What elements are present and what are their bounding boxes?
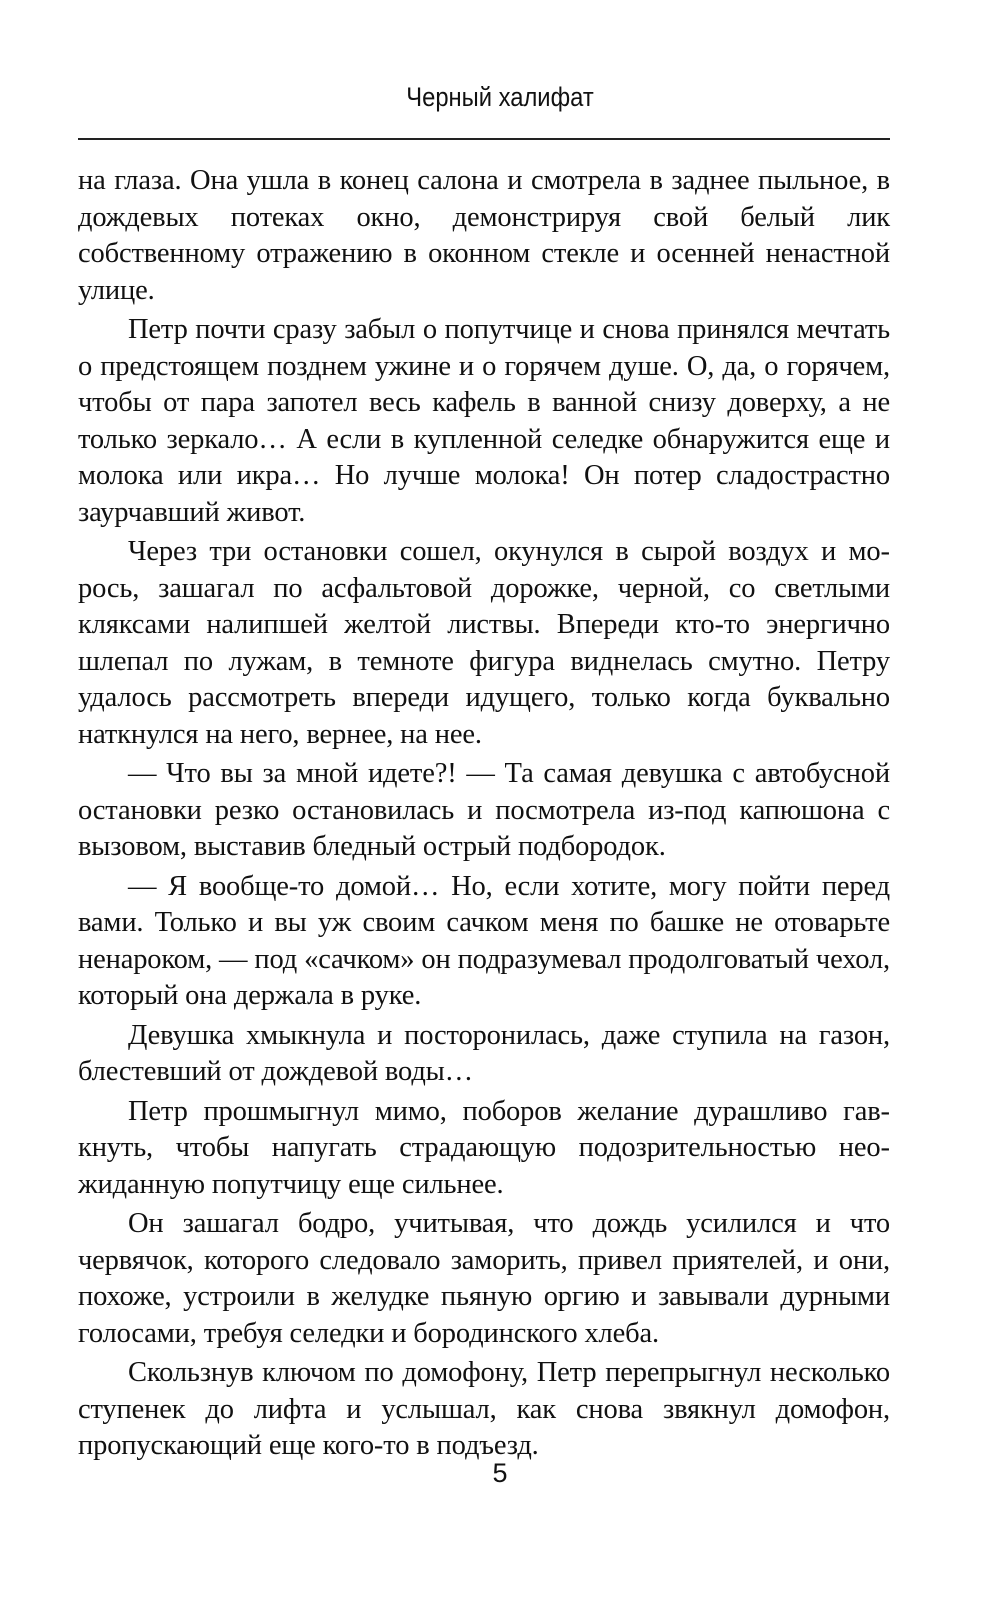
- paragraph: Скользнув ключом по домофону, Петр перепрыгнул несколько ступенек до лифта и услышал, как снова звякнул домофон, пропускающий еще кого-то в подъезд.: [78, 1357, 890, 1461]
- body-text: [78, 163, 890, 1468]
- running-header-title: Черный халифат: [406, 82, 594, 112]
- paragraph: — Я вообще-то домой… Но, если хотите, могу пойти перед вами. Только и вы уж своим сачком меня по башке не отоварьте ненароком, — под «сачком» он подразумевал продолговатый чехол, который она держала в руке.: [78, 870, 890, 1011]
- page-number: 5: [492, 1458, 508, 1488]
- paragraph: Через три остановки сошел, окунулся в сырой воздух и морось, зашагал по асфальтовой дорожке, черной, со светлыми кляксами налипшей желтой листвы. Впереди кто-то энергично шлепал по лужам, в темноте фигура виднелась смутно. Петру удалось рассмотреть впереди идущего, только когда буквально наткнулся на него, вернее, на нее.: [78, 536, 890, 750]
- header-divider: [78, 138, 890, 140]
- paragraph: на глаза. Она ушла в конец салона и смотрела в заднее пыльное, в дождевых потеках окно, демонстрируя свой белый лик собственному отражению в оконном стекле и осенней ненастной улице.: [78, 165, 890, 306]
- paragraph: Петр прошмыгнул мимо, поборов желание дурашливо гавкнуть, чтобы напугать страдающую подозрительностью неожиданную попутчицу еще сильнее.: [78, 1095, 890, 1200]
- paragraph: — Что вы за мной идете?! — Та самая девушка с автобусной остановки резко остановилась и посмотрела из-под капюшона с вызовом, выставив бледный острый подбородок.: [78, 758, 890, 862]
- paragraph: Петр почти сразу забыл о попутчице и снова принялся мечтать о предстоящем позднем ужине и о горячем душе. О, да, о горячем, чтобы от пара запотел весь кафель в ванной снизу доверху, а не только зеркало… А если в купленной селедке обнаружится еще и молока или икра… Но лучше молока! Он потер сладострастно заурчавший живот.: [78, 314, 890, 528]
- paragraph: Девушка хмыкнула и посторонилась, даже ступила на газон, блестевший от дождевой воды…: [78, 1019, 890, 1087]
- paragraph: Он зашагал бодро, учитывая, что дождь усилился и что червячок, которого следовало заморить, привел приятелей, и они, похоже, устроили в желудке пьяную оргию и завывали дурными голосами, требуя селедки и бородинского хлеба.: [78, 1208, 890, 1349]
